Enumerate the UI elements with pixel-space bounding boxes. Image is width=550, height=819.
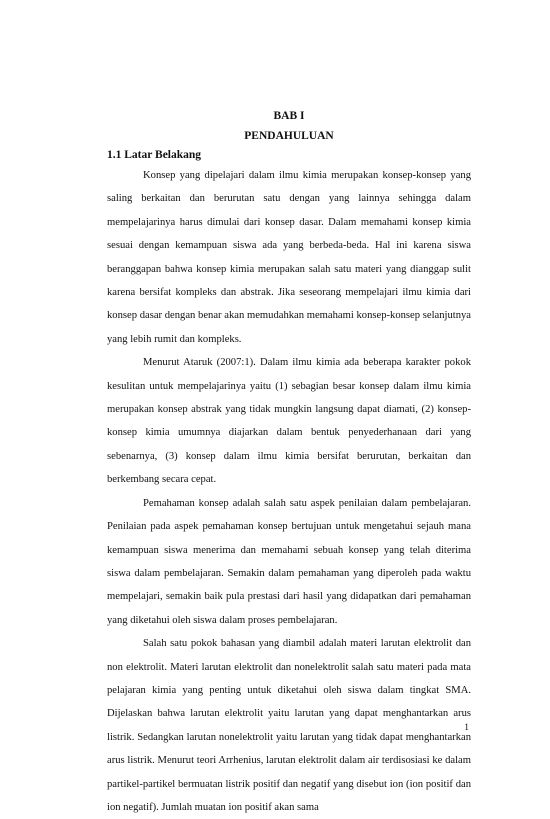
chapter-title: PENDAHULUAN bbox=[244, 130, 334, 142]
page-number: 1 bbox=[464, 723, 469, 733]
page-content bbox=[107, 107, 471, 819]
paragraph: Salah satu pokok bahasan yang diambil adalah materi larutan elektrolit dan non elektrolit. Materi larutan elektrolit dan nonelektrolit salah satu materi pada mata pelajaran kimia yang penting untuk diketahui oleh siswa dalam tingkat SMA. Dijelaskan bahwa larutan elektrolit yaitu larutan yang dapat menghantarkan arus listrik. Sedangkan larutan nonelektrolit yaitu larutan yang tidak dapat menghantarkan arus listrik. Menurut teori Arrhenius, larutan elektrolit dalam air terdisosiasi ke dalam partikel-partikel bermuatan listrik positif dan negatif yang disebut ion (ion positif dan ion negatif). Jumlah muatan ion positif akan sama bbox=[107, 638, 471, 813]
section-title: 1.1 Latar Belakang bbox=[107, 149, 202, 161]
paragraph: Pemahaman konsep adalah salah satu aspek penilaian dalam pembelajaran. Penilaian pada aspek pemahaman konsep bertujuan untuk mengetahui sejauh mana kemampuan siswa menerima dan memahami sebuah konsep yang telah diterima siswa dalam pembelajaran. Semakin dalam pemahaman yang diperoleh pada waktu mempelajari, semakin baik pula prestasi dari hasil yang didapatkan dari pemahaman yang diketahui oleh siswa dalam proses pembelajaran. bbox=[107, 497, 471, 626]
paragraph: Menurut Ataruk (2007:1). Dalam ilmu kimia ada beberapa karakter pokok kesulitan untuk mempelajarinya yaitu (1) sebagian besar konsep dalam ilmu kimia merupakan konsep abstrak yang tidak mungkin langsung dapat diamati, (2) konsep-konsep kimia umumnya diajarkan dalam bentuk penyederhanaan dari yang sebenarnya, (3) konsep dalam ilmu kimia bersifat berurutan, berkaitan dan berkembang secara cepat. bbox=[107, 357, 471, 486]
paragraph: Konsep yang dipelajari dalam ilmu kimia merupakan konsep-konsep yang saling berkaitan dan berurutan satu dengan yang lainnya sehingga dalam mempelajarinya harus dimulai dari konsep dasar. Dalam memahami konsep kimia sesuai dengan kemampuan siswa ada yang berbeda-beda. Hal ini karena siswa beranggapan bahwa konsep kimia merupakan salah satu materi yang dianggap sulit karena bersifat kompleks dan abstrak. Jika seseorang mempelajari ilmu kimia dari konsep dasar dengan benar akan memudahkan memahami konsep-konsep selanjutnya yang lebih rumit dan kompleks. bbox=[107, 170, 471, 345]
chapter-label: BAB I bbox=[273, 110, 305, 122]
